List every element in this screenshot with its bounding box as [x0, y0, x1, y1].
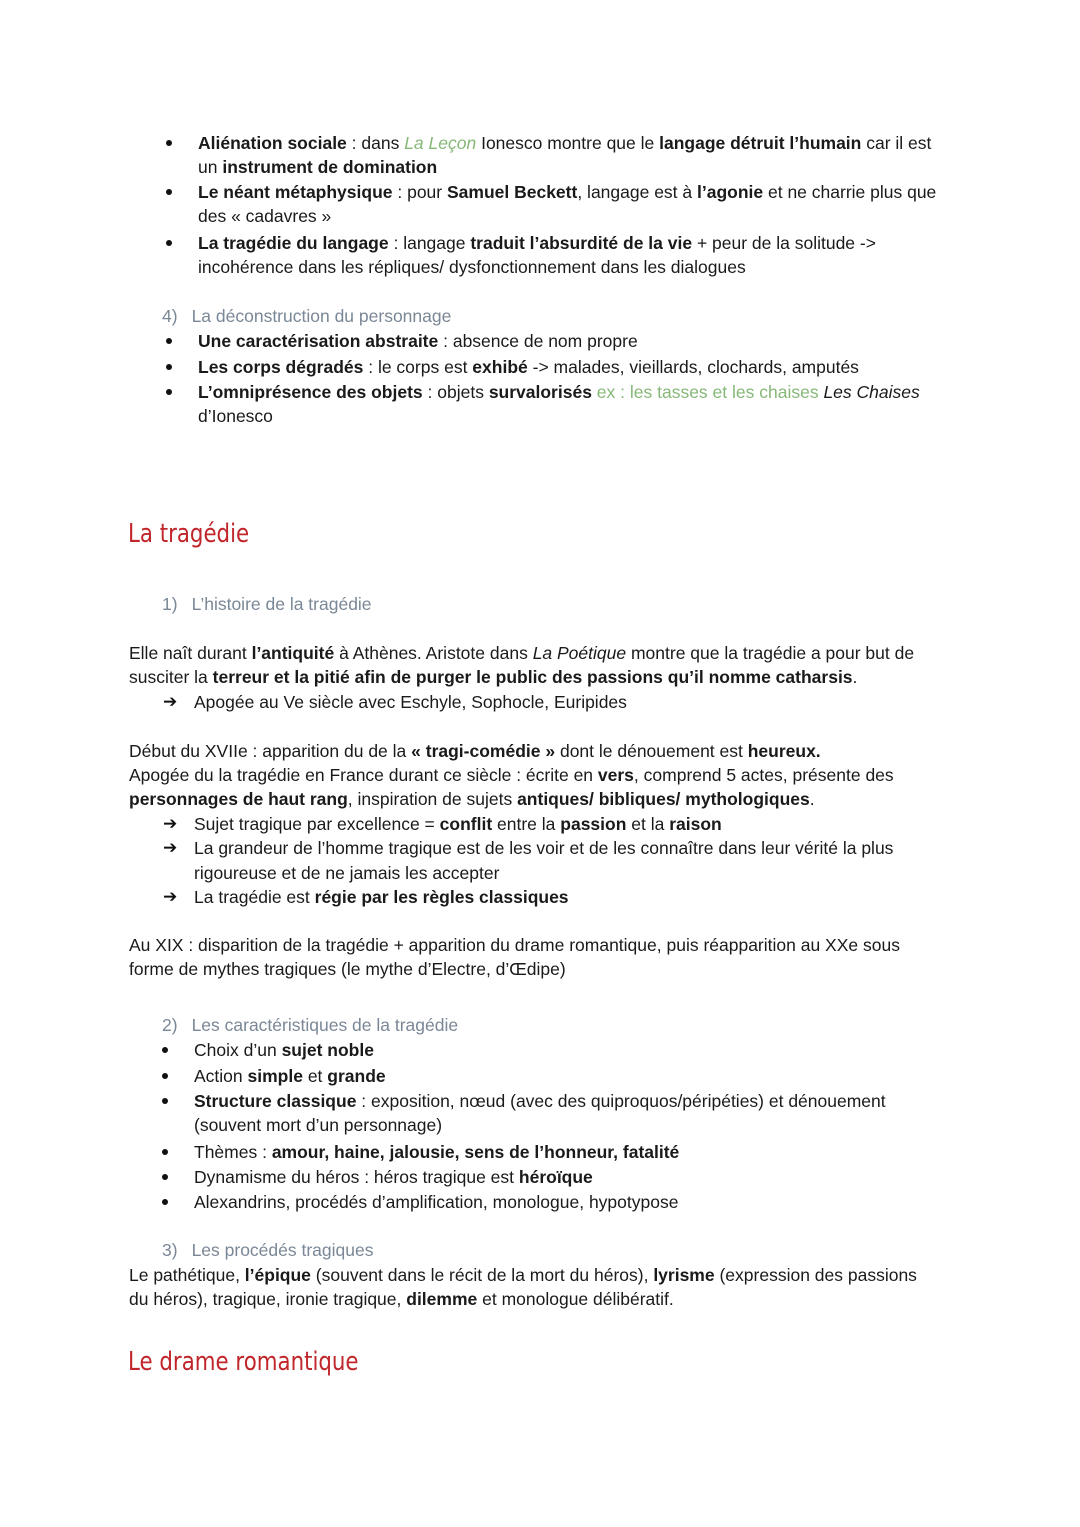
bullet-objets-cont: d’Ionesco: [198, 406, 273, 426]
bullet-alexandrins: Alexandrins, procédés d’amplification, monologue, hypotypose: [194, 1192, 679, 1212]
bullet-tragedie-langage-cont: incohérence dans les répliques/ dysfonctionnement dans les dialogues: [198, 257, 746, 277]
arrow-item-apogee: Apogée au Ve siècle avec Eschyle, Sophocle, Euripides: [194, 692, 627, 712]
bullet-caracterisation: Une caractérisation abstraite : absence de nom propre: [198, 331, 638, 351]
subheading-histoire: 1) L’histoire de la tragédie: [162, 594, 372, 614]
bullet-themes: Thèmes : amour, haine, jalousie, sens de l’honneur, fatalité: [194, 1142, 680, 1162]
paragraph-xviie-line2: Apogée du la tragédie en France durant ce siècle : écrite en vers, comprend 5 actes, présente des: [129, 765, 894, 785]
arrow-icon: ➔: [163, 887, 178, 906]
bullet-sujet-noble: Choix d’un sujet noble: [194, 1040, 374, 1060]
heading-tragedie: La tragédie: [128, 519, 250, 549]
paragraph-xix: Au XIX : disparition de la tragédie + apparition du drame romantique, puis réapparition au XXe sous: [129, 935, 900, 955]
paragraph-xix-cont: forme de mythes tragiques (le mythe d’Electre, d’Œdipe): [129, 959, 566, 979]
paragraph-antiquite-cont: susciter la terreur et la pitié afin de purger le public des passions qu’il nomme catharsis.: [129, 667, 858, 687]
bullet-neant-cont: des « cadavres »: [198, 206, 332, 226]
arrow-item-grandeur: La grandeur de l’homme tragique est de les voir et de les connaître dans leur vérité la plus: [194, 838, 894, 858]
arrow-icon: ➔: [163, 838, 178, 857]
bullet-tragedie-langage: La tragédie du langage : langage traduit l’absurdité de la vie + peur de la solitude ->: [198, 233, 876, 253]
arrow-item-regles: La tragédie est régie par les règles classiques: [194, 887, 569, 907]
paragraph-antiquite: Elle naît durant l’antiquité à Athènes. Aristote dans La Poétique montre que la tragédie a pour but de: [129, 643, 915, 663]
heading-drame-romantique: Le drame romantique: [128, 1347, 359, 1377]
bullet-neant: Le néant métaphysique : pour Samuel Beckett, langage est à l’agonie et ne charrie plus que: [198, 182, 937, 202]
subheading-deconstruction: 4) La déconstruction du personnage: [162, 306, 452, 326]
paragraph-xviie: Début du XVIIe : apparition du de la « tragi-comédie » dont le dénouement est heureux.: [129, 741, 821, 761]
arrow-icon: ➔: [163, 814, 178, 833]
bullet-corps: Les corps dégradés : le corps est exhibé -> malades, vieillards, clochards, amputés: [198, 357, 859, 377]
bullet-objets: L’omniprésence des objets : objets survalorisés ex : les tasses et les chaises Les Chaises: [198, 382, 920, 402]
paragraph-xviie-line3: personnages de haut rang, inspiration de sujets antiques/ bibliques/ mythologiques.: [129, 789, 815, 809]
bullet-action: Action simple et grande: [194, 1066, 386, 1086]
bullet-dynamisme: Dynamisme du héros : héros tragique est héroïque: [194, 1167, 593, 1187]
bullet-structure: Structure classique : exposition, nœud (avec des quiproquos/péripéties) et dénouement: [194, 1091, 886, 1111]
arrow-item-sujet: Sujet tragique par excellence = conflit entre la passion et la raison: [194, 814, 722, 834]
paragraph-procedes: Le pathétique, l’épique (souvent dans le récit de la mort du héros), lyrisme (expression des passions: [129, 1265, 917, 1285]
bullet-alienation-cont: un instrument de domination: [198, 157, 438, 177]
arrow-icon: ➔: [163, 692, 178, 711]
subheading-caracteristiques: 2) Les caractéristiques de la tragédie: [162, 1015, 459, 1035]
bullet-alienation: Aliénation sociale : dans La Leçon Ionesco montre que le langage détruit l’humain car il est: [198, 133, 932, 153]
paragraph-procedes-cont: du héros), tragique, ironie tragique, dilemme et monologue délibératif.: [129, 1289, 674, 1309]
subheading-procedes: 3) Les procédés tragiques: [162, 1240, 374, 1260]
bullet-structure-cont: (souvent mort d’un personnage): [194, 1115, 443, 1135]
arrow-item-grandeur-cont: rigoureuse et de ne jamais les accepter: [194, 863, 500, 883]
